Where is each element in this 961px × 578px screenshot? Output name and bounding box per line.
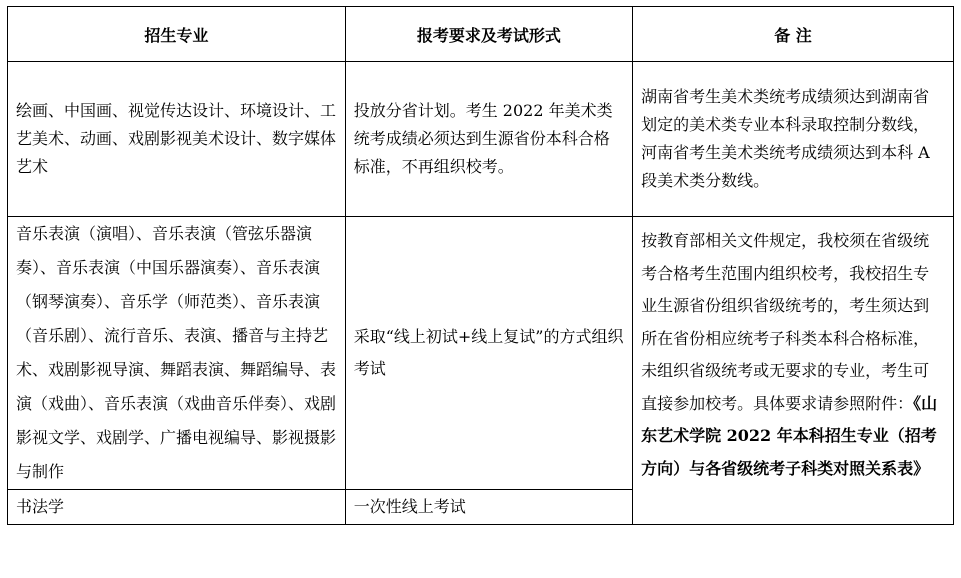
requirement-cell: 采取“线上初试+线上复试”的方式组织考试 [345, 217, 632, 490]
requirement-cell: 投放分省计划。考生 2022 年美术类统考成绩必须达到生源省份本科合格标准，不再组织校考。 [345, 62, 632, 217]
major-cell: 书法学 [8, 490, 346, 525]
header-note: 备 注 [633, 7, 954, 62]
major-cell: 音乐表演（演唱）、音乐表演（管弦乐器演奏）、音乐表演（中国乐器演奏）、音乐表演（钢琴演奏）、音乐学（师范类）、音乐表演（音乐剧）、流行音乐、表演、播音与主持艺术、戏剧影视导演、舞蹈表演、舞蹈编导、表演（戏曲）、音乐表演（戏曲音乐伴奏）、戏剧影视文学、戏剧学、广播电视编导、影视摄影与制作 [8, 217, 346, 490]
admissions-table [7, 6, 954, 525]
note-cell [633, 217, 954, 525]
header-major: 招生专业 [8, 7, 346, 62]
table-row [8, 62, 954, 217]
table-header-row [8, 7, 954, 62]
table-row [8, 217, 954, 490]
note-cell: 湖南省考生美术类统考成绩须达到湖南省划定的美术类专业本科录取控制分数线，河南省考生美术类统考成绩须达到本科 A 段美术类分数线。 [633, 62, 954, 217]
note-text: 按教育部相关文件规定，我校须在省级统考合格考生范围内组织校考，我校招生专业生源省份组织省级统考的，考生须达到所在省份相应统考子科类本科合格标准，未组织省级统考或无要求的专业，考生可直接参加校考。具体要求请参照附件： [641, 231, 930, 413]
major-cell: 绘画、中国画、视觉传达设计、环境设计、工艺美术、动画、戏剧影视美术设计、数字媒体艺术 [8, 62, 346, 217]
header-requirement: 报考要求及考试形式 [345, 7, 632, 62]
requirement-cell: 一次性线上考试 [345, 490, 632, 525]
attachment-title: 《山东艺术学院 2022 年本科招生专业（招考方向）与各省级统考子科类对照关系表》 [641, 393, 938, 478]
